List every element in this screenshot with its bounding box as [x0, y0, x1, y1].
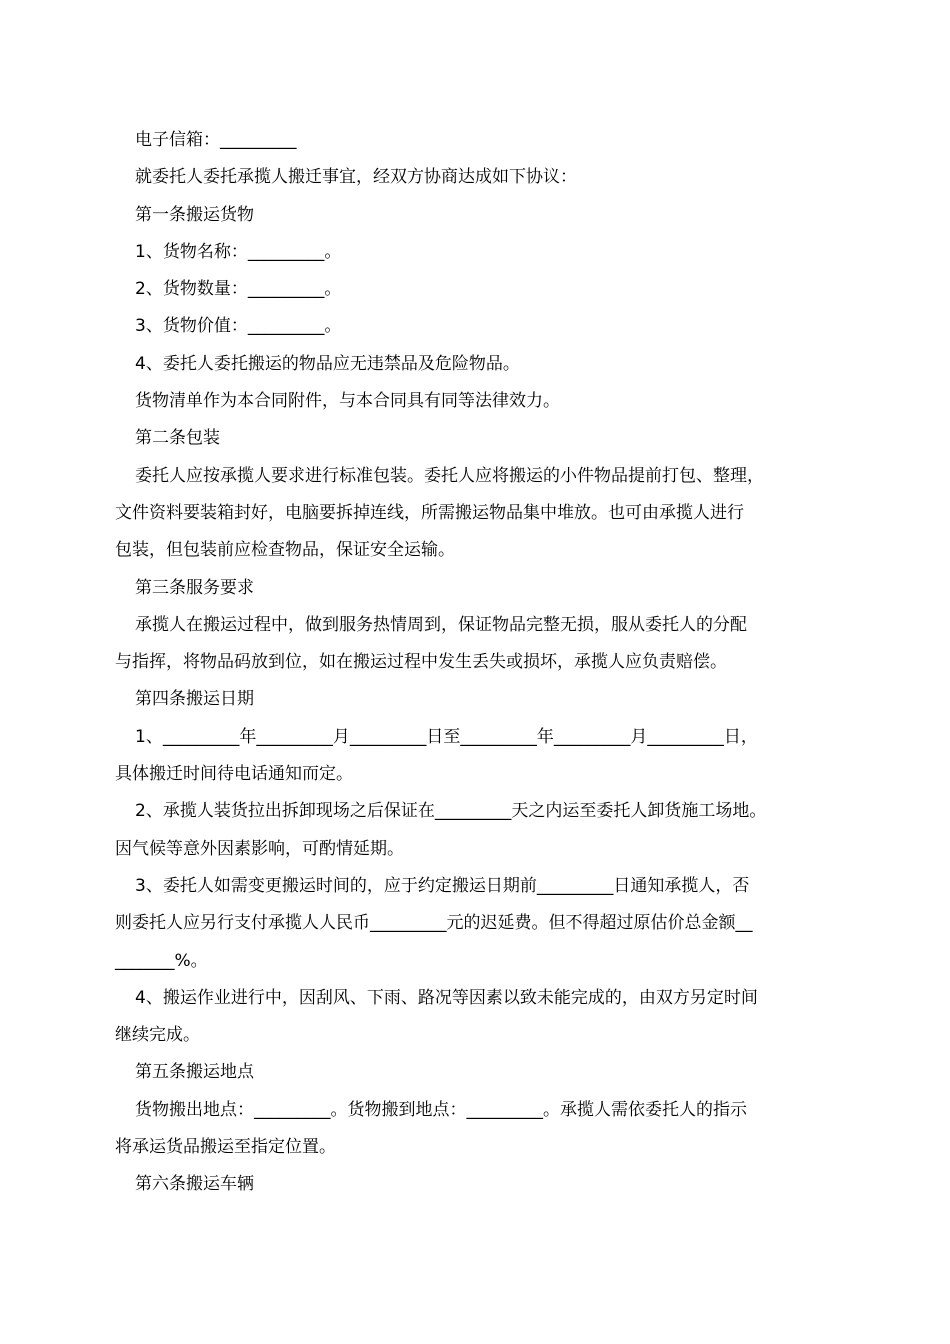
- prohibited-goods-line: 4、委托人委托搬运的物品应无违禁品及危险物品。: [135, 353, 520, 374]
- service-line-2: 与指挥，将物品码放到位，如在搬运过程中发生丢失或损坏，承揽人应负责赔偿。: [115, 652, 727, 673]
- change-time-line-3: _______%。: [115, 950, 208, 971]
- article-6-heading: 第六条搬运车辆: [135, 1174, 254, 1195]
- goods-name-line: 1、货物名称：_________。: [135, 241, 342, 262]
- article-2-heading: 第二条包装: [135, 428, 220, 449]
- goods-quantity-line: 2、货物数量：_________。: [135, 279, 342, 300]
- article-1-heading: 第一条搬运货物: [135, 204, 254, 225]
- delay-weather-line: 因气候等意外因素影响，可酌情延期。: [115, 838, 404, 859]
- preamble-line: 就委托人委托承揽人搬迁事宜，经双方协商达成如下协议：: [135, 167, 577, 188]
- date-range-line: 1、_________年_________月_________日至_________年_________月_________日，: [135, 726, 758, 747]
- location-line-2: 将承运货品搬运至指定位置。: [115, 1137, 336, 1158]
- change-time-line-1: 3、委托人如需变更搬运时间的，应于约定搬运日期前_________日通知承揽人，否: [135, 875, 750, 896]
- change-time-line-2: 则委托人应另行支付承揽人人民币_________元的迟延费。但不得超过原估价总金额__: [115, 913, 753, 934]
- article-3-heading: 第三条服务要求: [135, 577, 254, 598]
- packaging-line-2: 文件资料要装箱封好，电脑要拆掉连线，所需搬运物品集中堆放。也可由承揽人进行: [115, 502, 744, 523]
- weather-delay-line-1: 4、搬运作业进行中，因刮风、下雨、路况等因素以致未能完成的，由双方另定时间: [135, 987, 758, 1008]
- weather-delay-line-2: 继续完成。: [115, 1025, 200, 1046]
- document-page: [115, 122, 843, 1204]
- goods-list-attachment-line: 货物清单作为本合同附件，与本合同具有同等法律效力。: [135, 391, 560, 412]
- packaging-line-1: 委托人应按承揽人要求进行标准包装。委托人应将搬运的小件物品提前打包、整理，: [135, 465, 764, 486]
- email-line: 电子信箱：_________: [135, 130, 297, 150]
- date-notice-line: 具体搬迁时间待电话通知而定。: [115, 764, 353, 785]
- article-5-heading: 第五条搬运地点: [135, 1062, 254, 1083]
- packaging-line-3: 包装，但包装前应检查物品，保证安全运输。: [115, 540, 455, 561]
- article-4-heading: 第四条搬运日期: [135, 689, 254, 710]
- location-line-1: 货物搬出地点：_________。货物搬到地点：_________。承揽人需依委托人的指示: [135, 1099, 747, 1120]
- delivery-days-line: 2、承揽人装货拉出拆卸现场之后保证在_________天之内运至委托人卸货施工场地。: [135, 801, 767, 822]
- goods-value-line: 3、货物价值：_________。: [135, 316, 342, 337]
- service-line-1: 承揽人在搬运过程中，做到服务热情周到，保证物品完整无损，服从委托人的分配: [135, 614, 747, 635]
